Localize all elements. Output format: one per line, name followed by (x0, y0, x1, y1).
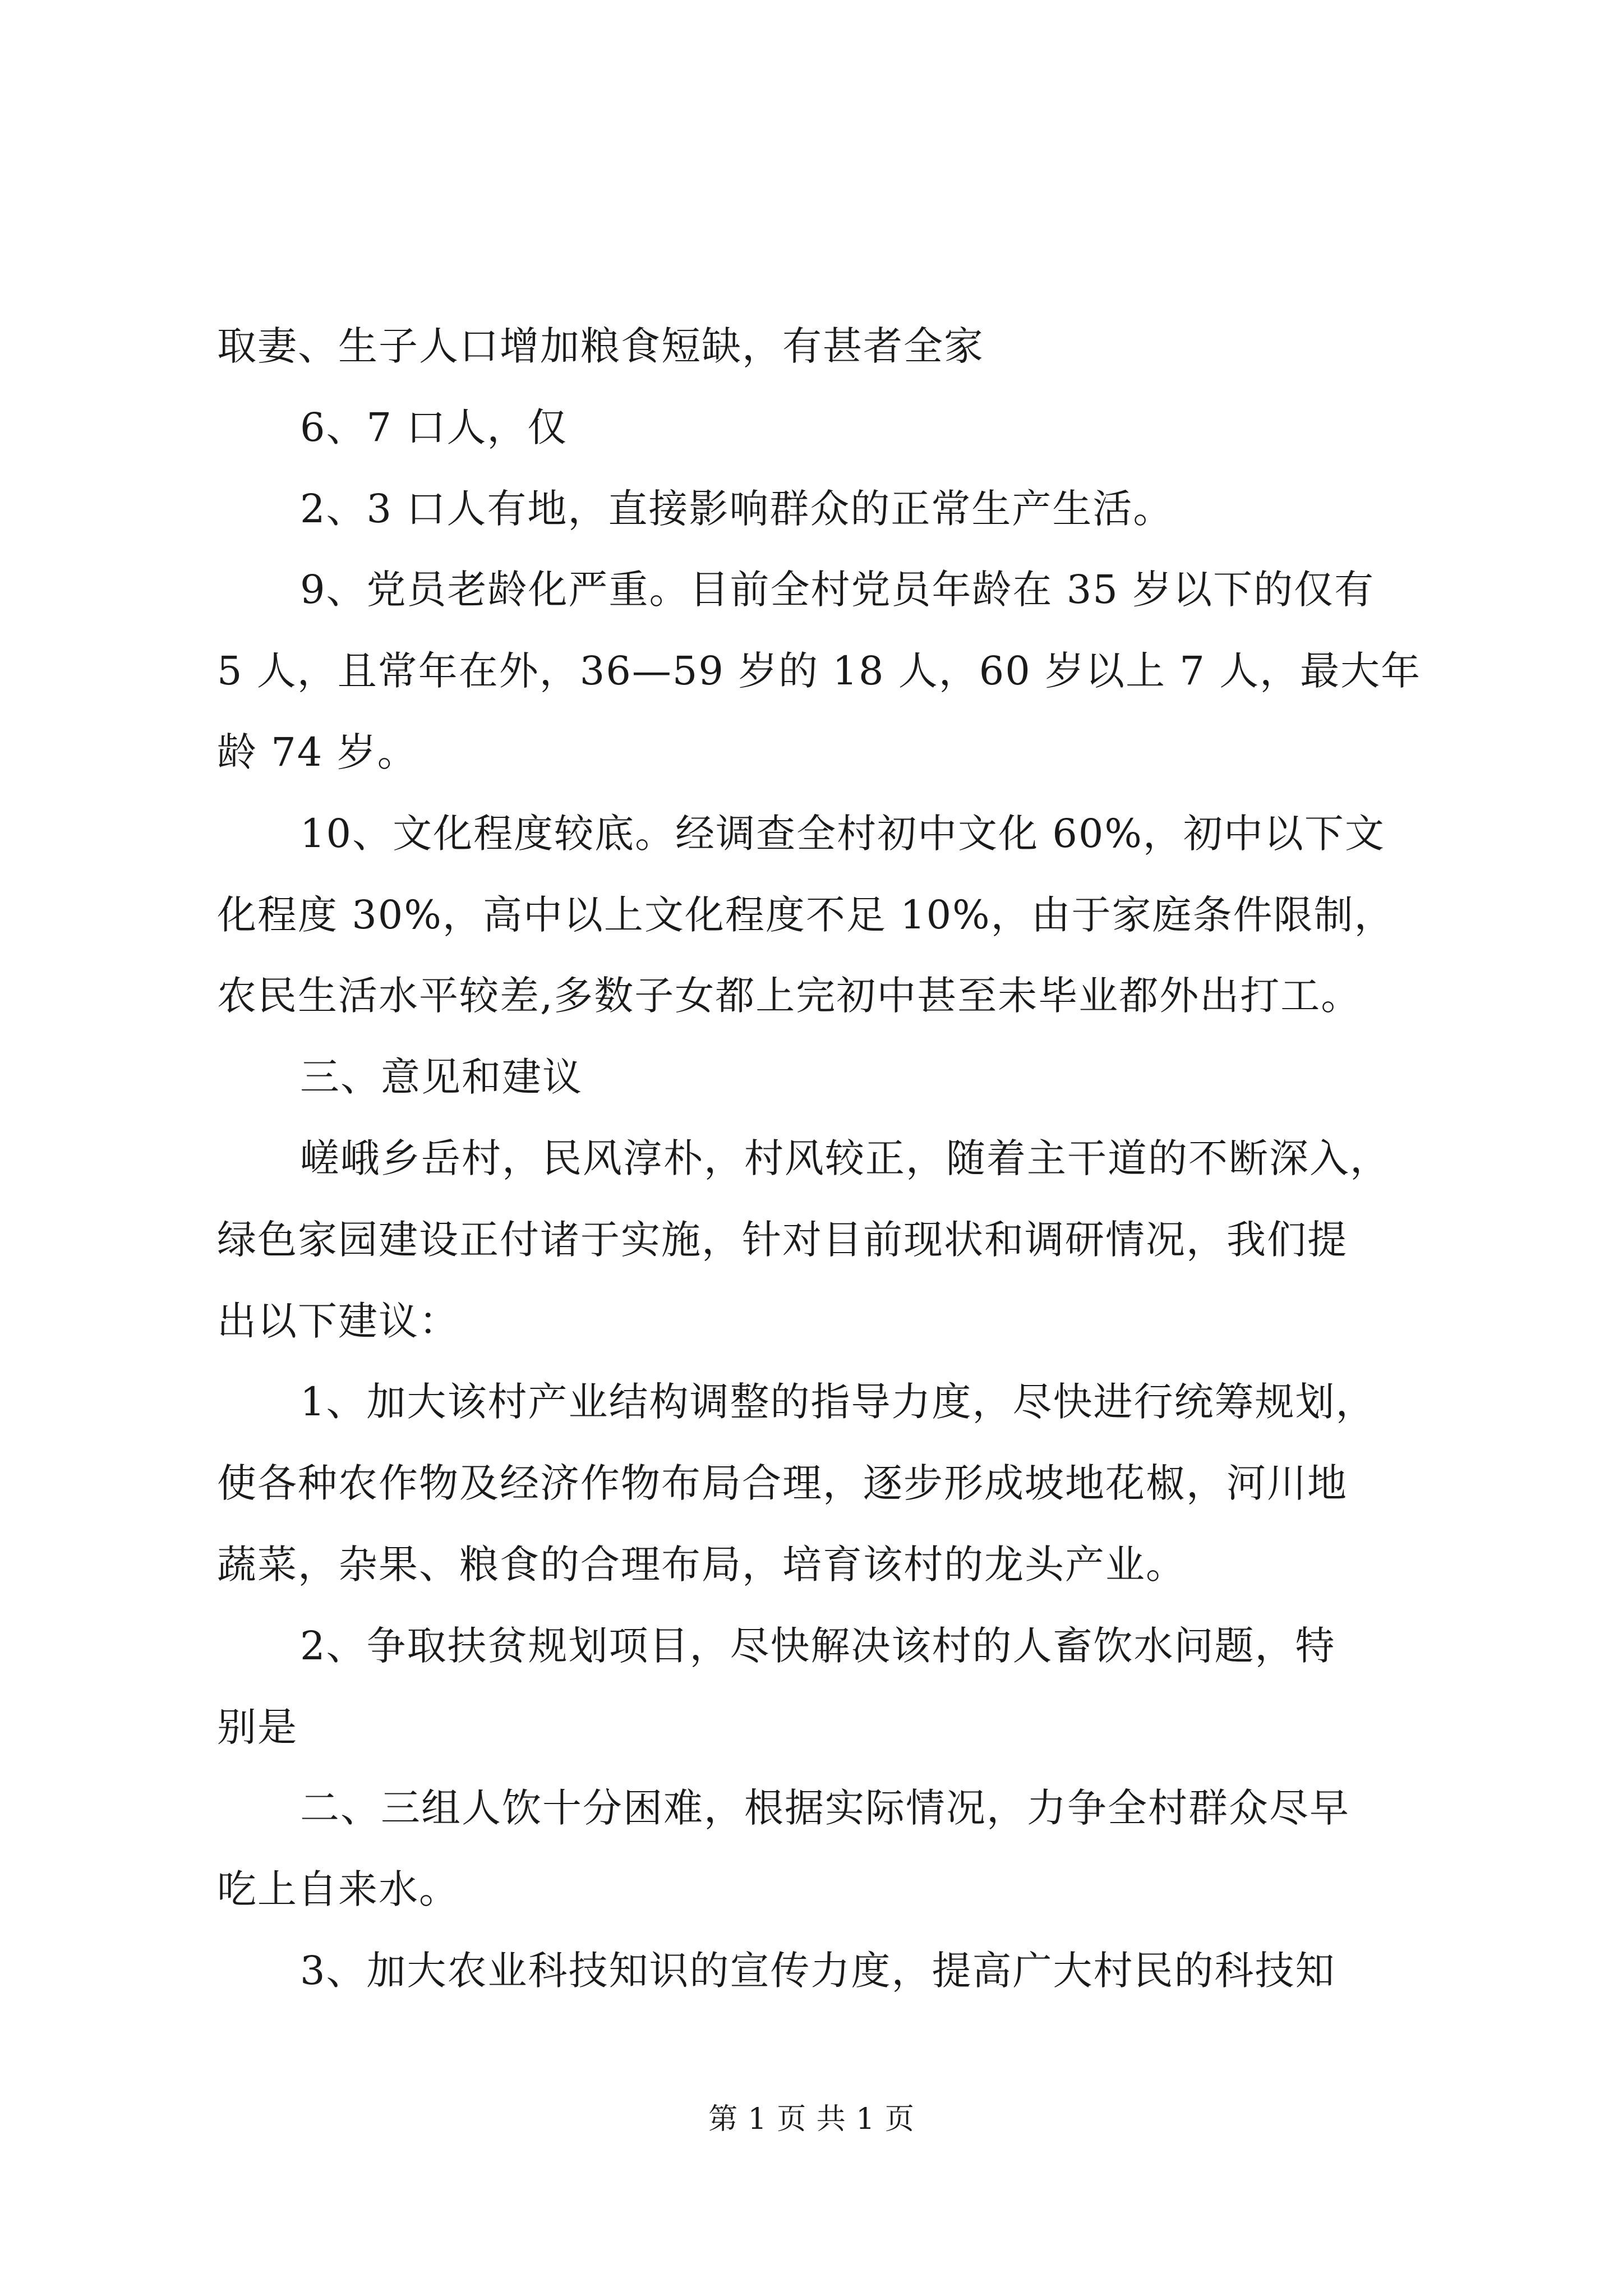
text-line-9: 农民生活水平较差,多数子女都上完初中甚至未毕业都外出打工。 (217, 973, 1362, 1019)
page-footer (0, 2097, 1623, 2142)
document-body (217, 306, 1422, 2012)
section-heading: 三、意见和建议 (300, 1054, 583, 1101)
text-line-17: 2、争取扶贫规划项目，尽快解决该村的人畜饮水问题，特 (300, 1622, 1336, 1669)
text-line-5: 5 人，且常年在外，36—59 岁的 18 人，60 岁以上 7 人，最大年 (217, 648, 1422, 694)
text-line-3: 2、3 口人有地，直接影响群众的正常生产生活。 (300, 485, 1174, 532)
page-number-label: 第 1 页 共 1 页 (708, 2102, 915, 2136)
text-line-16: 蔬菜，杂果、粮食的合理布局，培育该村的龙头产业。 (217, 1541, 1186, 1588)
text-line-13: 出以下建议： (217, 1297, 459, 1344)
text-line-8: 化程度 30%，高中以上文化程度不足 10%，由于家庭条件限制， (217, 891, 1395, 938)
text-line-19: 二、三组人饮十分困难，根据实际情况，力争全村群众尽早 (300, 1785, 1350, 1832)
text-line-12: 绿色家园建设正付诸于实施，针对目前现状和调研情况，我们提 (217, 1216, 1348, 1263)
text-line-1: 取妻、生子人口增加粮食短缺，有甚者全家 (217, 323, 984, 369)
text-line-20: 吃上自来水。 (217, 1866, 459, 1913)
text-line-6: 龄 74 岁。 (217, 729, 418, 775)
text-line-11: 嵯峨乡岳村，民风淳朴，村风较正，随着主干道的不断深入， (300, 1135, 1390, 1181)
text-line-4: 9、党员老龄化严重。目前全村党员年龄在 35 岁以下的仅有 (300, 567, 1375, 613)
text-line-7: 10、文化程度较底。经调查全村初中文化 60%，初中以下文 (300, 810, 1385, 857)
text-line-2: 6、7 口人，仅 (300, 404, 568, 450)
text-line-21: 3、加大农业科技知识的宣传力度，提高广大村民的科技知 (300, 1947, 1336, 1994)
text-line-15: 使各种农作物及经济作物布局合理，逐步形成坡地花椒，河川地 (217, 1460, 1348, 1507)
text-line-14: 1、加大该村产业结构调整的指导力度，尽快进行统筹规划， (300, 1379, 1376, 1425)
text-line-18: 别是 (217, 1704, 298, 1750)
